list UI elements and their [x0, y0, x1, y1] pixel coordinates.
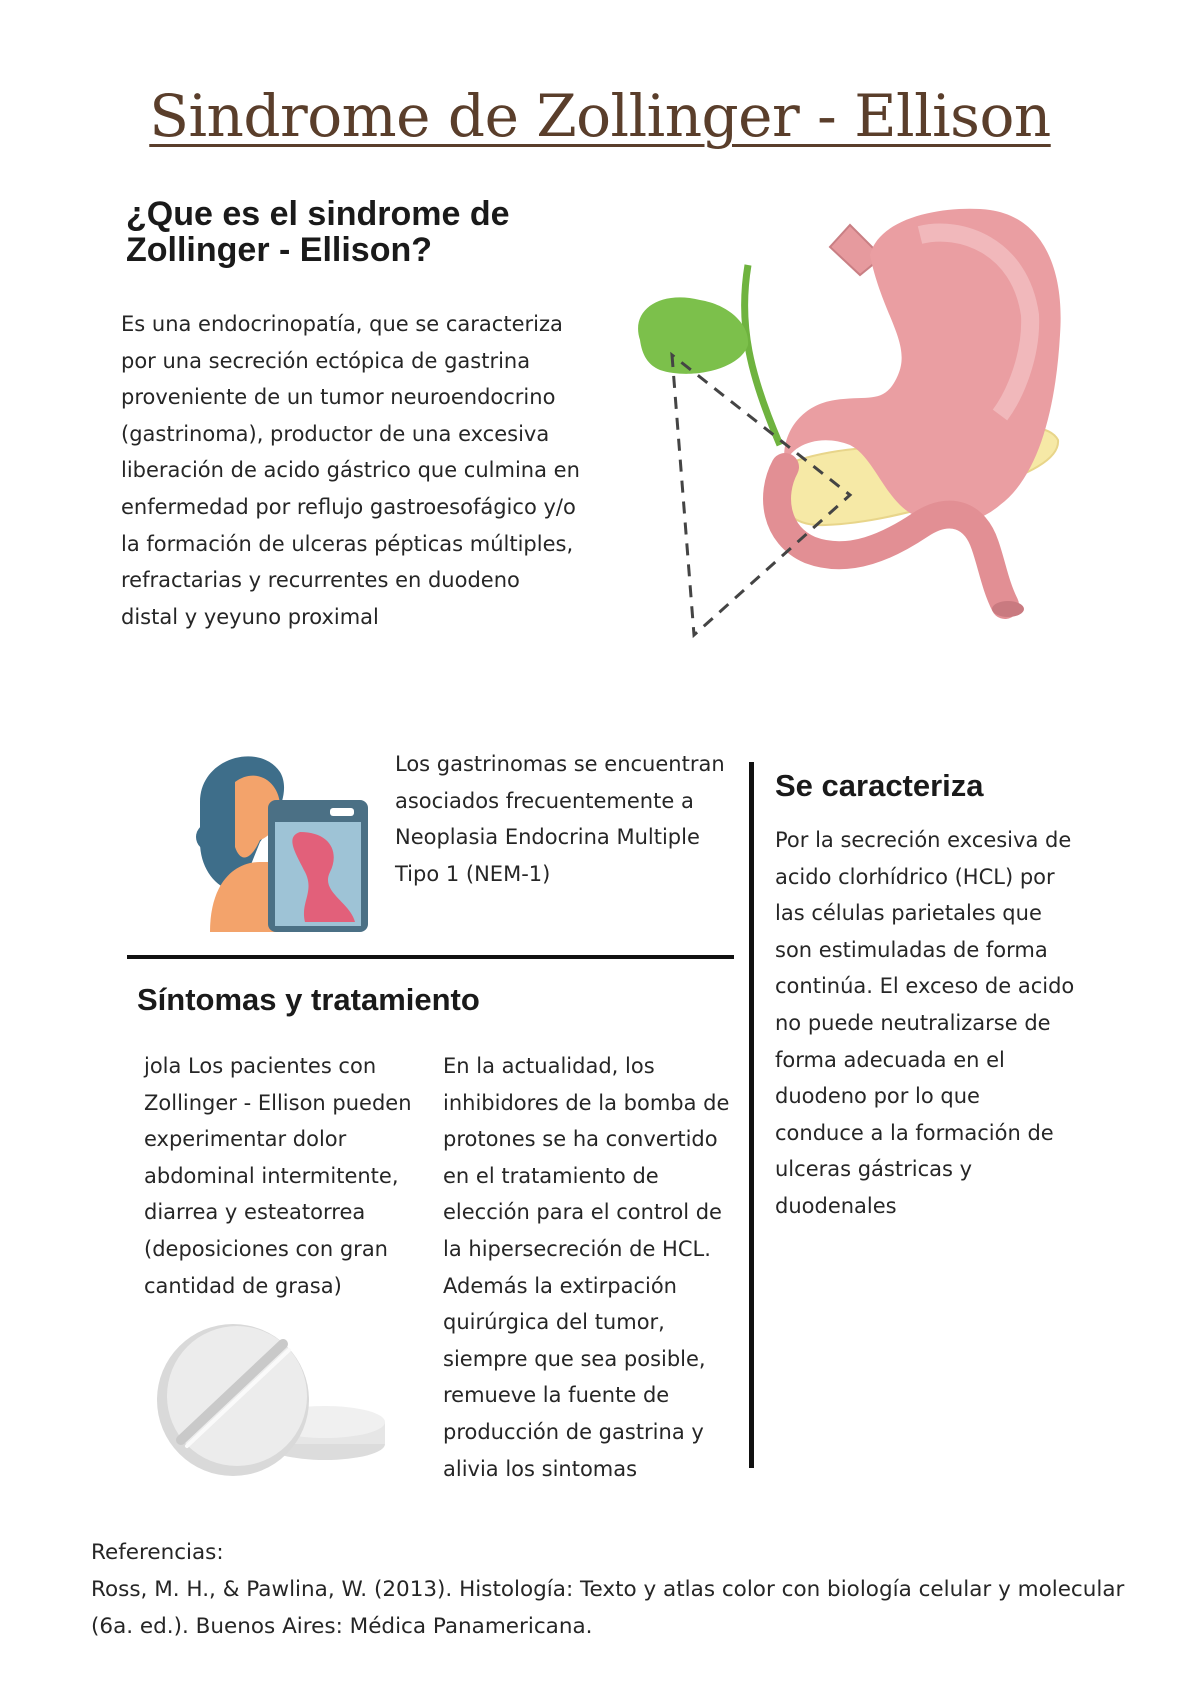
vertical-divider: [749, 762, 754, 1468]
characteristics-heading: Se caracteriza: [775, 768, 984, 803]
symptoms-left-text: jola Los pacientes con Zollinger - Ellison pueden experimentar dolor abdominal intermitente, diarrea y esteatorrea (deposiciones con gran cantidad de grasa): [144, 1054, 412, 1298]
references-citation: Ross, M. H., & Pawlina, W. (2013). Histología: Texto y atlas color con biología celular y molecular (6a. ed.). Buenos Aires: Médica Panamericana.: [91, 1577, 1125, 1639]
treatment-text: En la actualidad, los inhibidores de la bomba de protones se ha convertido en el tratamiento de elección para el control de la hipersecreción de HCL. Además la extirpación quirúrgica del tumor, siempre que sea posible, remueve la fuente de producción de gastrina y alivia los sintomas: [443, 1054, 730, 1481]
references: [91, 1534, 1131, 1645]
stomach-illustration: [620, 205, 1070, 695]
page-title: Sindrome de Zollinger - Ellison: [149, 82, 1051, 150]
nem-text: Los gastrinomas se encuentran asociados frecuentemente a Neoplasia Endocrina Multiple Tipo 1 (NEM-1): [395, 752, 725, 886]
horizontal-divider: [127, 955, 734, 959]
intro-text: Es una endocrinopatía, que se caracteriza por una secreción ectópica de gastrina proveniente de un tumor neuroendocrino (gastrinoma), productor de una excesiva liberación de acido gástrico que culmina en enfermedad por reflujo gastroesofágico y/o la formación de ulceras pépticas múltiples, refractarias y recurrentes en duodeno distal y yeyuno proximal: [121, 312, 580, 629]
intro-heading: ¿Que es el sindrome de Zollinger - Ellison?: [126, 195, 510, 269]
symptoms-heading: Síntomas y tratamiento: [137, 982, 480, 1017]
references-label: Referencias:: [91, 1540, 224, 1565]
patient-scan-icon: [180, 742, 370, 932]
pill-icon: [155, 1322, 395, 1482]
characteristics-text: Por la secreción excesiva de acido clorhídrico (HCL) por las células parietales que son estimuladas de forma continúa. El exceso de acido no puede neutralizarse de forma adecuada en el duodeno por lo que conduce a la formación de ulceras gástricas y duodenales: [775, 828, 1075, 1218]
